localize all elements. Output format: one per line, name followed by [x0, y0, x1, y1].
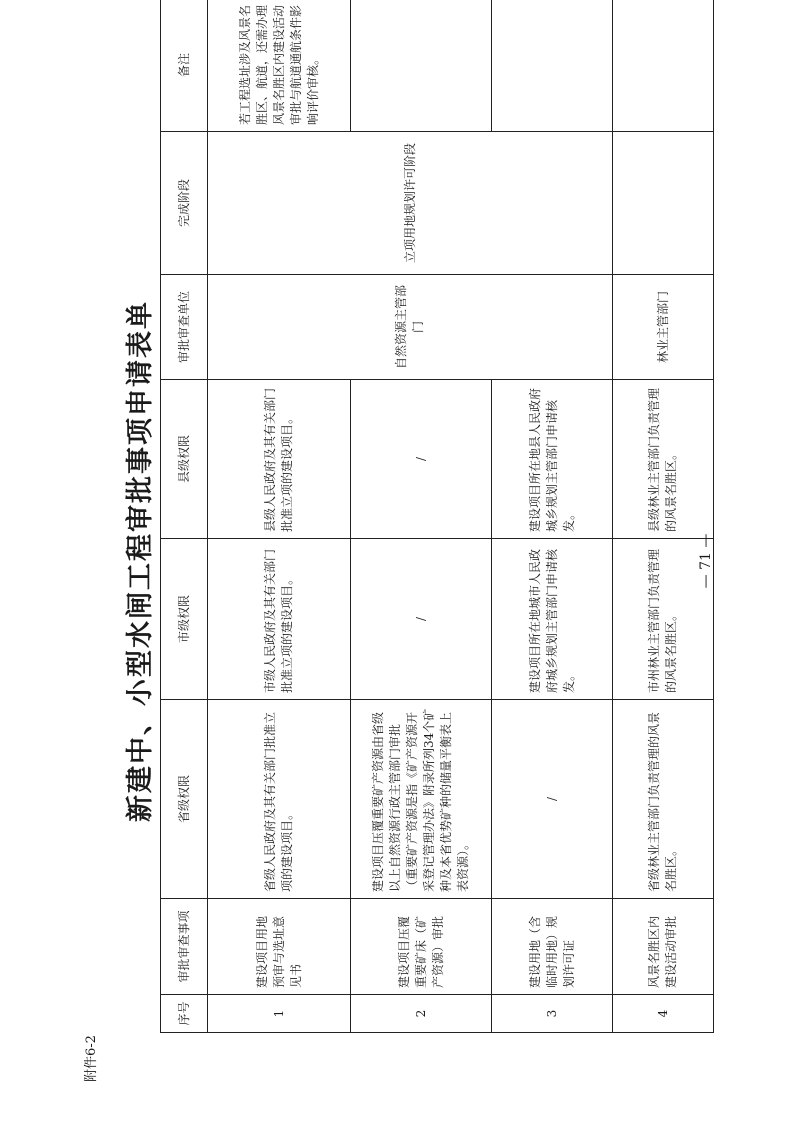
row-seq: 1 — [208, 995, 351, 1033]
page-number: — 71 — — [698, 533, 714, 589]
page-title: 新建中、小型水闸工程审批事项申请表单 — [125, 300, 156, 822]
row-municipal: 市级人民政府及其有关部门批准立项的建设项目。 — [208, 539, 351, 700]
row-county: 县级人民政府及其有关部门批准立项的建设项目。 — [208, 380, 351, 539]
header-authority: 审批审查单位 — [161, 275, 208, 380]
row-provincial: 省级人民政府及其有关部门批准立项的建设项目。 — [208, 700, 351, 899]
row-remarks — [492, 0, 613, 132]
row-item: 建设用地（含临时用地）规划许可证 — [492, 899, 613, 995]
row-remarks — [351, 0, 492, 132]
header-county: 县级权限 — [161, 380, 208, 539]
attachment-label: 附件6-2 — [84, 1035, 99, 1082]
header-seq: 序号 — [161, 995, 208, 1033]
row-county: / — [351, 380, 492, 539]
row-item: 建设项目用地预审与选址意见书 — [208, 899, 351, 995]
row-authority: 林业主管部门 — [613, 275, 714, 380]
row-item: 风景名胜区内建设活动审批 — [613, 899, 714, 995]
table-header-row — [161, 0, 208, 1033]
row-provincial: / — [492, 700, 613, 899]
row-provincial: 省级林业主管部门负责管理的风景名胜区。 — [613, 700, 714, 899]
row-provincial: 建设项目压覆重要矿产资源由省级以上自然资源行政主管部门审批（重要矿产资源是指《矿产资源开采登记管理办法》附录所列34个矿种及本省优势矿种的储量平衡表上表资源）。 — [351, 700, 492, 899]
header-item: 审批审查事项 — [161, 899, 208, 995]
header-stage: 完成阶段 — [161, 132, 208, 275]
row-stage: 立项用地规划许可阶段 — [208, 132, 613, 275]
table-row — [208, 0, 351, 1033]
approval-table — [160, 0, 714, 1033]
row-seq: 4 — [613, 995, 714, 1033]
row-county: 县级林业主管部门负责管理的风景名胜区。 — [613, 380, 714, 539]
row-seq: 3 — [492, 995, 613, 1033]
row-municipal: 建设项目所在地城市人民政府城乡规划主管部门申请核发。 — [492, 539, 613, 700]
row-county: 建设项目所在地县人民政府城乡规划主管部门申请核发。 — [492, 380, 613, 539]
row-seq: 2 — [351, 995, 492, 1033]
row-municipal: 市州林业主管部门负责管理的风景名胜区。 — [613, 539, 714, 700]
row-authority: 自然资源主管部门 — [208, 275, 613, 380]
header-municipal: 市级权限 — [161, 539, 208, 700]
row-municipal: / — [351, 539, 492, 700]
header-remarks: 备注 — [161, 0, 208, 132]
row-remarks: 若工程选址涉及风景名胜区、航道，还需办理风景名胜区内建设活动审批与航道通航条件影响评价审核。 — [208, 0, 351, 132]
header-provincial: 省级权限 — [161, 700, 208, 899]
row-item: 建设项目压覆重要矿床（矿产资源）审批 — [351, 899, 492, 995]
